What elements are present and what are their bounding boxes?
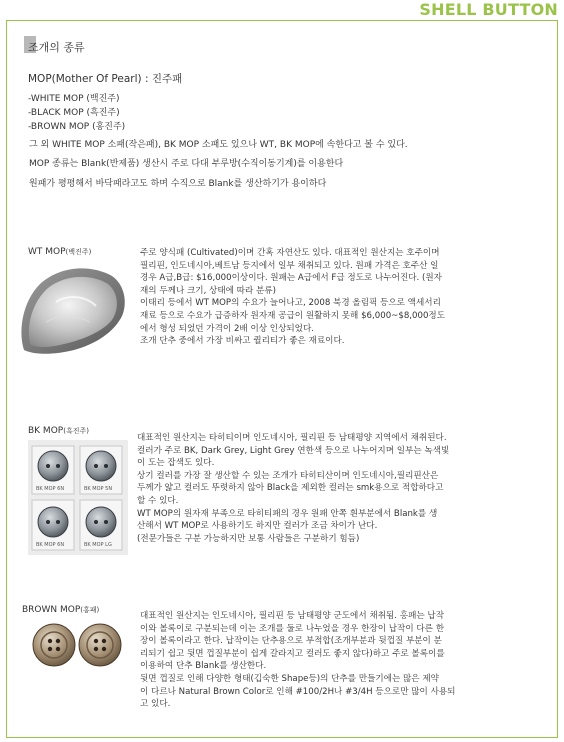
brown-mop-line: 이와 볼록이로 구분되는데 이는 조개를 둘로 나누었을 경우 한장이 납작이 다른 한 xyxy=(140,623,445,634)
wt-mop-line: 주로 양식패 (Cultivated)이며 간혹 자연산도 있다. 대표적인 원산지는 호주이며 xyxy=(140,248,440,258)
brown-mop-description xyxy=(140,610,455,711)
bk-button-label: BK MOP LG xyxy=(84,542,112,548)
mop-type-item: -BLACK MOP (흑진주) xyxy=(28,108,120,118)
bk-button-label: BK MOP 5N xyxy=(84,486,113,492)
intro-line: MOP 종류는 Blank(반제품) 생산시 주로 다대 부루방(수직이동기계)를 이용한다 xyxy=(29,159,344,169)
brown-mop-line: 고 있다. xyxy=(140,699,171,710)
bk-mop-line: 상기 컬러를 가장 잘 생산할 수 있는 조개가 타히티산이며 인도네시아,필리핀산은 xyxy=(137,470,439,481)
brown-mop-label-sub: (홍패) xyxy=(80,606,100,614)
bk-button xyxy=(38,507,68,537)
title-bar xyxy=(0,0,564,20)
brown-mop-line: 리되기 쉽고 뒷면 껍질부분이 쉽게 갈라지고 컬러도 좋지 않다)하고 주로 볼록이를 xyxy=(140,648,445,659)
bk-button-label: BK MOP 6N xyxy=(36,486,65,492)
mop-type-item: -BROWN MOP (홍진주) xyxy=(28,122,126,132)
brown-mop-buttons-image xyxy=(30,620,124,670)
wt-mop-shell-image xyxy=(16,262,129,356)
brown-mop-label xyxy=(22,605,99,615)
bk-button xyxy=(86,451,116,481)
mop-type-list xyxy=(28,92,125,134)
intro-line: 원패가 평평해서 바닥패라고도 하며 수직으로 Blank를 생산하기가 용이하다 xyxy=(29,179,327,189)
brown-button xyxy=(33,624,75,666)
bk-mop-line: (전문가들은 구분 가능하지만 보통 사람들은 구분하기 힘듬) xyxy=(137,533,360,544)
section-header xyxy=(28,39,85,55)
brown-button xyxy=(79,624,121,666)
bk-mop-buttons-image xyxy=(28,440,128,555)
wt-mop-line: 경우 A급,B급: $16,000이상이다. 원패는 A급에서 F급 정도로 나누어진다. (원자 xyxy=(140,273,442,284)
bk-mop-label xyxy=(28,426,89,436)
brown-mop-line: 뒷면 껍질로 인해 다양한 형태(깁숙한 Shape등)의 단추를 만들기에는 많은 제약 xyxy=(140,673,439,684)
bk-button-label: BK MOP 6N xyxy=(36,542,65,548)
bk-mop-line: 컬러가 주로 BK, Dark Grey, Light Grey 연한색 등으로 나누어지며 일부는 녹색빛 xyxy=(137,445,450,456)
bk-mop-line: 이 도는 잡색도 있다. xyxy=(137,458,215,469)
mop-title: MOP(Mother Of Pearl) : 진주패 xyxy=(28,73,183,85)
intro-line: 그 외 WHITE MOP 소패(작은패), BK MOP 소패도 있으나 WT, BK MOP에 속한다고 볼 수 있다. xyxy=(29,140,408,150)
wt-mop-label-main: WT MOP xyxy=(28,247,66,257)
wt-mop-line: 재의 두께나 크기, 상태에 따라 분류) xyxy=(140,285,276,296)
bk-mop-label-sub: (흑진주) xyxy=(63,427,89,435)
wt-mop-line: 이태리 등에서 WT MOP의 수요가 늘어나고, 2008 북경 올림픽 등으로 액세서리 xyxy=(140,298,441,309)
mop-type-item: -WHITE MOP (백진주) xyxy=(28,94,120,104)
bk-button xyxy=(86,507,116,537)
wt-mop-label-sub: (백진주) xyxy=(65,248,92,256)
brown-mop-line: 대표적인 원산지는 인도네시아, 필리핀 등 남태평양 군도에서 채취됨. 홍패는 납작 xyxy=(140,611,445,621)
bk-mop-line: 대표적인 원산지는 타히티이며 인도네시아, 필리핀 등 남태평양 지역에서 채취된다. xyxy=(137,433,447,443)
bk-mop-label-main: BK MOP xyxy=(28,426,64,436)
wt-mop-line: 재료 등으로 수요가 급증하자 원자재 공급이 원활하지 못해 $6,000~$8,000정도 xyxy=(140,310,446,321)
brown-mop-label-main: BROWN MOP xyxy=(22,605,81,615)
brown-mop-line: 장이 볼록이라고 한다. 납작이는 단추용으로 부적합(조개부분과 뒷껍질 부분이 분 xyxy=(140,636,442,647)
wt-mop-line: 조개 단추 중에서 가장 비싸고 퀄리티가 좋은 재료이다. xyxy=(140,336,345,347)
bk-mop-line: 할 수 있다. xyxy=(137,495,179,506)
bk-button xyxy=(38,451,68,481)
bk-mop-line: 산해서 WT MOP로 사용하기도 하지만 컬러가 조금 차이가 난다. xyxy=(137,521,378,532)
wt-mop-label xyxy=(28,247,91,257)
brown-mop-line: 이 다르나 Natural Brown Color로 인해 #100/2H나 #3/4H 등으로만 많이 사용되 xyxy=(140,686,456,697)
section-title: 조개의 종류 xyxy=(28,41,85,54)
bk-mop-description xyxy=(137,432,449,545)
wt-mop-description xyxy=(140,247,445,348)
bk-mop-line: 두께가 얇고 컬러도 뚜렷하지 않아 Black을 제외한 컬러는 smk용으로 적합하다고 xyxy=(137,483,444,494)
bk-mop-line: WT MOP의 원자재 부족으로 타히티패의 경우 원패 안쪽 흰부분에서 Blank를 생 xyxy=(137,508,438,519)
wt-mop-line: 필리핀, 인도네시아,베트남 등지에서 일부 채취되고 있다. 원패 가격은 호주산 일 xyxy=(140,260,439,271)
brown-mop-line: 이용하여 단추 Blank를 생산한다. xyxy=(140,661,267,672)
wt-mop-line: 에서 형성 되었던 가격이 2배 이상 인상되었다. xyxy=(140,323,315,334)
page-title: SHELL BUTTON xyxy=(419,0,558,19)
